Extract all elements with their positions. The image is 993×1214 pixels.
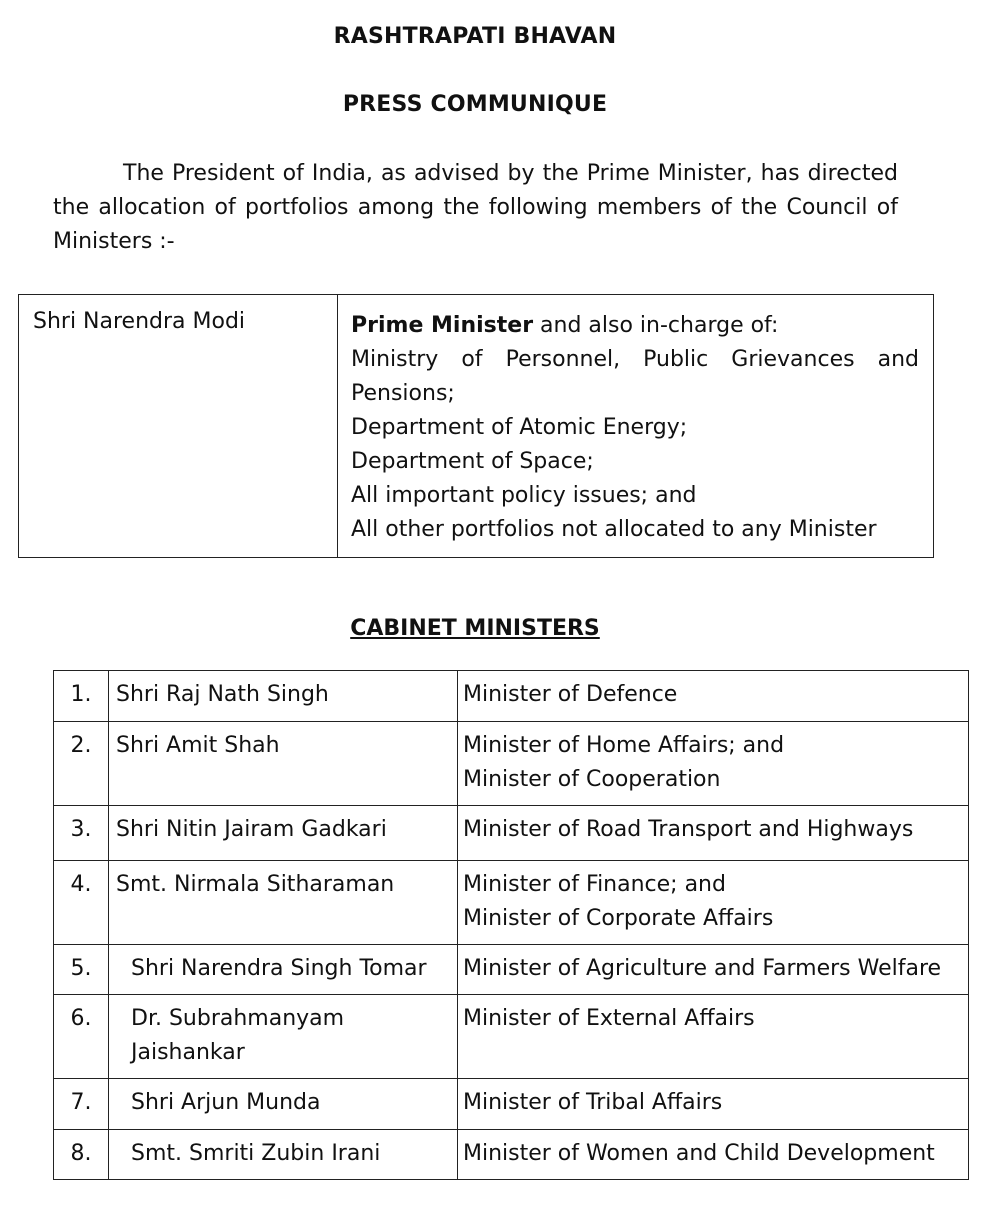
- intro-paragraph: [53, 157, 898, 259]
- row-number: 3.: [54, 806, 109, 861]
- minister-portfolio: [458, 861, 969, 945]
- row-number: 7.: [54, 1079, 109, 1130]
- pm-portfolio-item: Department of Atomic Energy;: [351, 415, 688, 440]
- prime-minister-role-line: [351, 309, 919, 343]
- cabinet-ministers-table: [53, 670, 969, 1180]
- row-number: 2.: [54, 722, 109, 806]
- pm-portfolio-item: All important policy issues; and: [351, 483, 697, 508]
- minister-name: Shri Amit Shah: [109, 722, 458, 806]
- table-row: [54, 722, 969, 806]
- prime-minister-name: Shri Narendra Modi: [19, 295, 338, 558]
- portfolio-line: Minister of Agriculture and Farmers Welfare: [463, 956, 942, 981]
- intro-text: The President of India, as advised by the Prime Minister, has directed the allocation of portfolios among the following members of the Council of Ministers :-: [53, 161, 898, 254]
- row-number: 1.: [54, 671, 109, 722]
- row-number: 4.: [54, 861, 109, 945]
- table-row: [54, 806, 969, 861]
- row-number: 8.: [54, 1130, 109, 1180]
- table-row: [54, 995, 969, 1079]
- portfolio-line: Minister of Road Transport and Highways: [463, 817, 914, 842]
- minister-portfolio: [458, 995, 969, 1079]
- portfolio-line: Minister of Cooperation: [463, 767, 721, 792]
- minister-name: Shri Arjun Munda: [109, 1079, 458, 1130]
- minister-name: Smt. Nirmala Sitharaman: [109, 861, 458, 945]
- document-subtitle: PRESS COMMUNIQUE: [342, 92, 608, 117]
- minister-portfolio: [458, 722, 969, 806]
- table-row: [54, 861, 969, 945]
- minister-portfolio: [458, 671, 969, 722]
- minister-portfolio: [458, 806, 969, 861]
- table-row: [54, 1079, 969, 1130]
- prime-minister-table: [18, 294, 934, 558]
- prime-minister-row: [19, 295, 934, 558]
- table-row: [54, 945, 969, 995]
- minister-name: Smt. Smriti Zubin Irani: [109, 1130, 458, 1180]
- row-number: 5.: [54, 945, 109, 995]
- portfolio-line: Minister of Women and Child Development: [463, 1141, 935, 1166]
- portfolio-line: Minister of External Affairs: [463, 1006, 755, 1031]
- minister-portfolio: [458, 1079, 969, 1130]
- portfolio-line: Minister of Defence: [463, 682, 678, 707]
- table-row: [54, 1130, 969, 1180]
- prime-minister-role: Prime Minister: [351, 313, 534, 338]
- minister-name: Shri Narendra Singh Tomar: [109, 945, 458, 995]
- pm-portfolio-item: All other portfolios not allocated to any Minister: [351, 517, 877, 542]
- minister-name: Dr. Subrahmanyam Jaishankar: [109, 995, 458, 1079]
- portfolio-line: Minister of Tribal Affairs: [463, 1090, 723, 1115]
- pm-portfolio-item: Department of Space;: [351, 449, 594, 474]
- minister-portfolio: [458, 1130, 969, 1180]
- portfolio-line: Minister of Corporate Affairs: [463, 906, 774, 931]
- prime-minister-role-suffix: and also in-charge of:: [533, 313, 779, 338]
- table-row: [54, 671, 969, 722]
- portfolio-line: Minister of Home Affairs; and: [463, 733, 785, 758]
- row-number: 6.: [54, 995, 109, 1079]
- minister-name: Shri Nitin Jairam Gadkari: [109, 806, 458, 861]
- document-title: RASHTRAPATI BHAVAN: [333, 24, 617, 49]
- minister-name: Shri Raj Nath Singh: [109, 671, 458, 722]
- minister-portfolio: [458, 945, 969, 995]
- prime-minister-portfolios: [338, 295, 934, 558]
- portfolio-line: Minister of Finance; and: [463, 872, 726, 897]
- pm-portfolio-item: Ministry of Personnel, Public Grievances and Pensions;: [351, 347, 919, 406]
- cabinet-ministers-heading: CABINET MINISTERS: [350, 616, 600, 641]
